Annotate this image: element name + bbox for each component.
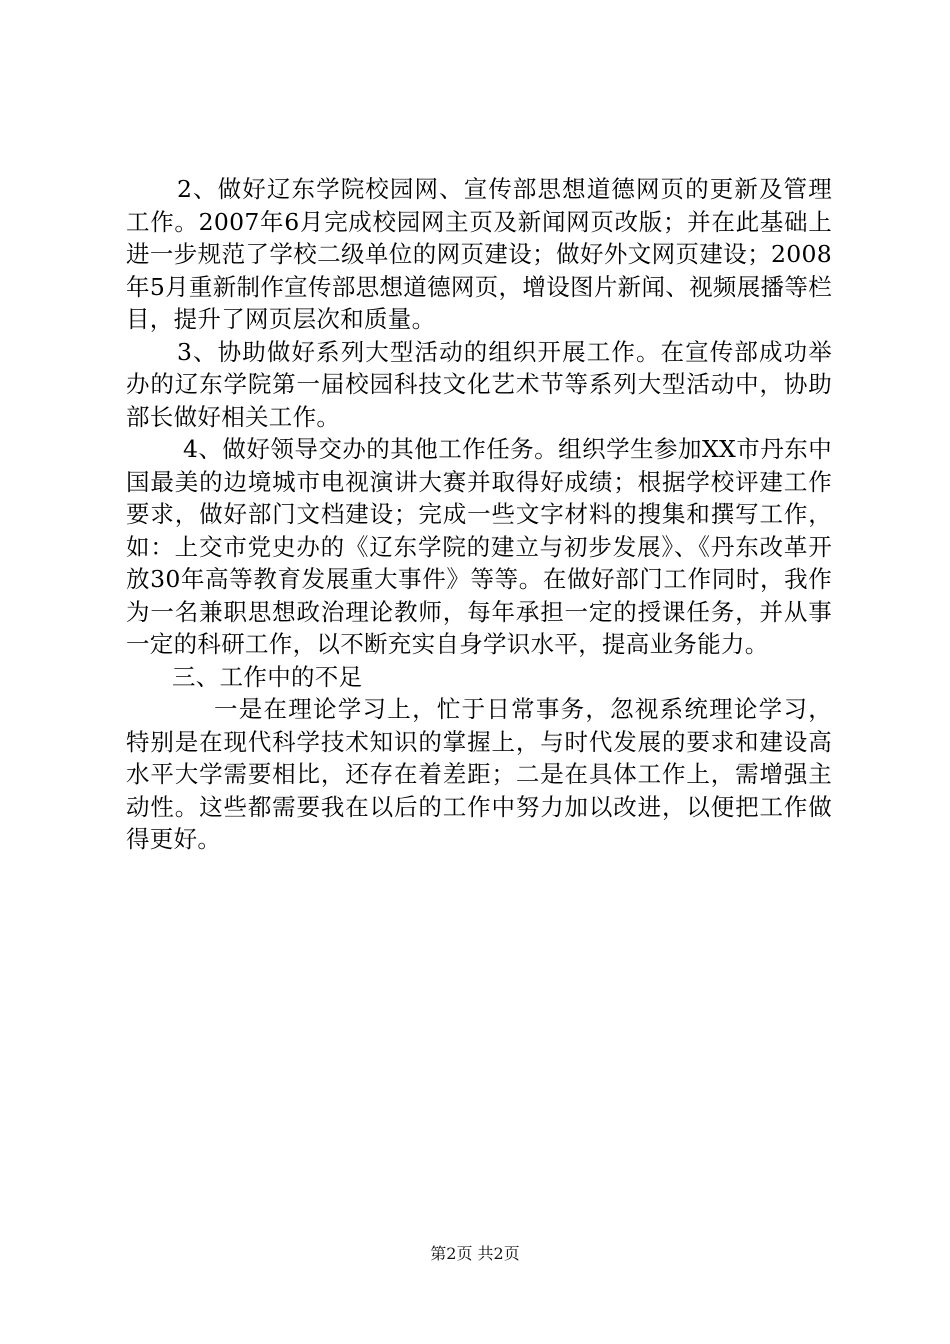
paragraph-shortcomings: 一是在理论学习上，忙于日常事务，忽视系统理论学习，特别是在现代科学技术知识的掌握上，与时代发展的要求和建设高水平大学需要相比，还存在着差距；二是在具体工作上，需增强主动性。这些都需要我在以后的工作中努力加以改进，以便把工作做得更好。	[126, 695, 832, 853]
document-body	[126, 173, 832, 856]
paragraph-website-work: 2、做好辽东学院校园网、宣传部思想道德网页的更新及管理工作。2007年6月完成校园网主页及新闻网页改版；并在此基础上进一步规范了学校二级单位的网页建设；做好外文网页建设；2008年5月重新制作宣传部思想道德网页，增设图片新闻、视频展播等栏目，提升了网页层次和质量。	[126, 175, 832, 333]
section-heading-shortcomings: 三、工作中的不足	[172, 662, 363, 691]
paragraph-other-tasks: 4、做好领导交办的其他工作任务。组织学生参加XX市丹东中国最美的边境城市电视演讲大赛并取得好成绩；根据学校评建工作要求，做好部门文档建设；完成一些文字材料的搜集和撰写工作，如：上交市党史办的《辽东学院的建立与初步发展》、《丹东改革开放30年高等教育发展重大事件》等等。在做好部门工作同时，我作为一名兼职思想政治理论教师，每年承担一定的授课任务，并从事一定的科研工作，以不断充实自身学识水平，提高业务能力。	[126, 435, 832, 658]
page-number-footer: 第2页 共2页	[430, 1244, 520, 1263]
paragraph-events-work: 3、协助做好系列大型活动的组织开展工作。在宣传部成功举办的辽东学院第一届校园科技文化艺术节等系列大型活动中，协助部长做好相关工作。	[126, 337, 832, 431]
